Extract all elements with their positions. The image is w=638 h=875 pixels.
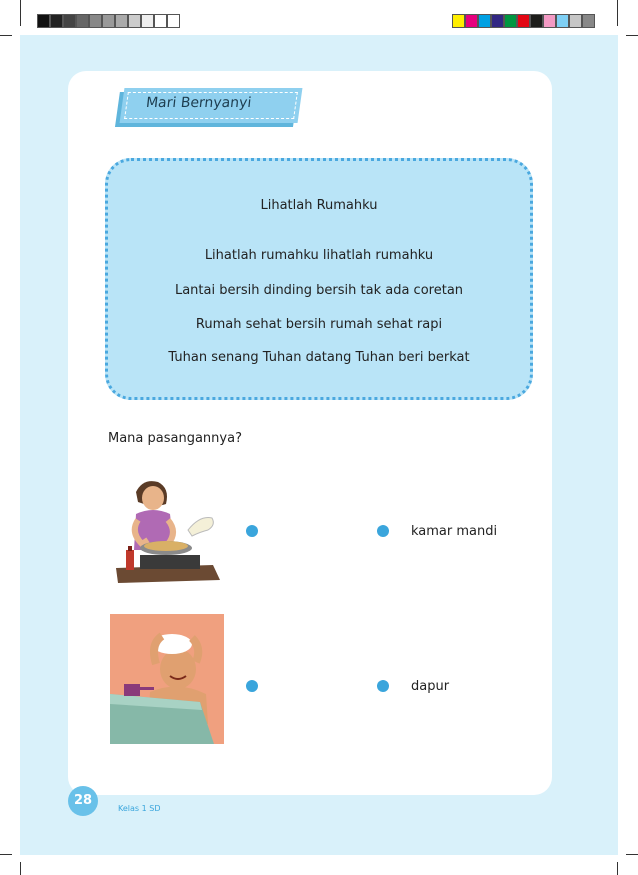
song-line: Tuhan senang Tuhan datang Tuhan beri berkat [168,350,470,365]
crop-mark [617,862,618,875]
crop-mark [20,0,21,26]
exercise-question: Mana pasangannya? [108,431,242,446]
match-dot-left[interactable] [246,525,258,537]
crop-mark [0,35,12,36]
song-line: Rumah sehat bersih rumah sehat rapi [195,317,443,332]
crop-mark [0,854,12,855]
cooking-woman-picture [108,470,223,585]
bathing-boy-picture [110,614,224,744]
class-label: Kelas 1 SD [118,804,161,813]
crop-mark [626,854,638,855]
match-dot-left[interactable] [246,680,258,692]
answer-word: dapur [411,679,450,694]
match-dot-right[interactable] [377,525,389,537]
cmyk-color-bar [452,14,595,28]
crop-mark [617,0,618,26]
crop-mark [626,35,638,36]
song-line: Lantai bersih dinding bersih tak ada coretan [174,283,464,298]
grayscale-color-bar [37,14,180,28]
song-title: Lihatlah Rumahku [260,198,378,213]
crop-mark [20,862,21,875]
page-number: 28 [68,786,98,816]
answer-word: kamar mandi [411,524,498,539]
song-line: Lihatlah rumahku lihatlah rumahku [204,248,434,263]
match-dot-right[interactable] [377,680,389,692]
section-title: Mari Bernyanyi [145,95,253,111]
